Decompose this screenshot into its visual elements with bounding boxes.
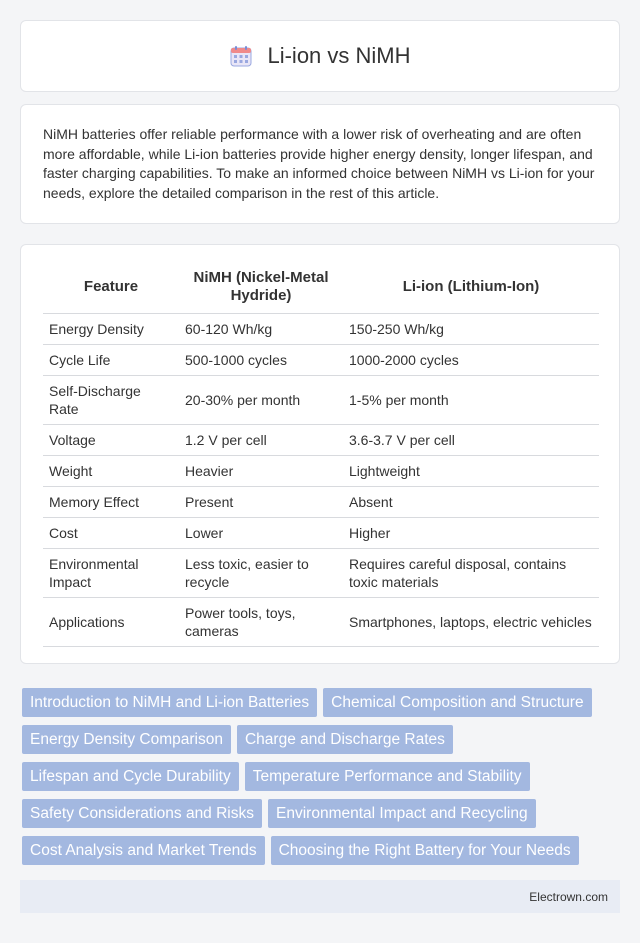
column-header-feature: Feature — [43, 261, 179, 314]
table-cell: Applications — [43, 598, 179, 647]
table-cell: Lightweight — [343, 456, 599, 487]
table-row — [43, 425, 599, 456]
table-row — [43, 345, 599, 376]
table-cell: Weight — [43, 456, 179, 487]
table-cell: 20-30% per month — [179, 376, 343, 425]
table-cell: 1.2 V per cell — [179, 425, 343, 456]
table-cell: Memory Effect — [43, 487, 179, 518]
table-cell: Cycle Life — [43, 345, 179, 376]
topic-link[interactable]: Environmental Impact and Recycling — [268, 799, 536, 828]
table-cell: 3.6-3.7 V per cell — [343, 425, 599, 456]
table-cell: Higher — [343, 518, 599, 549]
table-row — [43, 456, 599, 487]
footer-site-name: Electrown.com — [529, 889, 608, 904]
topic-link[interactable]: Cost Analysis and Market Trends — [22, 836, 265, 865]
topic-link[interactable]: Temperature Performance and Stability — [245, 762, 530, 791]
table-cell: Cost — [43, 518, 179, 549]
table-row — [43, 376, 599, 425]
intro-paragraph: NiMH batteries offer reliable performance with a lower risk of overheating and are often more affordable, while Li-ion batteries provide higher energy density, longer lifespan, and faster charging capabilities. To make an informed choice between NiMH vs Li-ion for your needs, explore the detailed comparison in the rest of this article. — [43, 126, 595, 201]
topic-link[interactable]: Chemical Composition and Structure — [323, 688, 591, 717]
table-cell: Requires careful disposal, contains toxic materials — [343, 549, 599, 598]
table-cell: Voltage — [43, 425, 179, 456]
topic-link[interactable]: Safety Considerations and Risks — [22, 799, 262, 828]
topic-link[interactable]: Introduction to NiMH and Li-ion Batteries — [22, 688, 317, 717]
table-cell: Smartphones, laptops, electric vehicles — [343, 598, 599, 647]
table-cell: Lower — [179, 518, 343, 549]
header-card — [20, 20, 620, 92]
column-header-nimh: NiMH (Nickel-Metal Hydride) — [179, 261, 343, 314]
column-header-liion: Li-ion (Lithium-Ion) — [343, 261, 599, 314]
table-cell: 1-5% per month — [343, 376, 599, 425]
table-row — [43, 518, 599, 549]
table-header-row — [43, 261, 599, 314]
table-cell: Energy Density — [43, 314, 179, 345]
table-cell: Less toxic, easier to recycle — [179, 549, 343, 598]
topic-links — [22, 688, 622, 865]
table-cell: Environmental Impact — [43, 549, 179, 598]
table-row — [43, 487, 599, 518]
table-cell: Present — [179, 487, 343, 518]
table-row — [43, 549, 599, 598]
table-row — [43, 314, 599, 345]
table-cell: Absent — [343, 487, 599, 518]
page-title: Li-ion vs NiMH — [267, 43, 411, 68]
table-cell: 150-250 Wh/kg — [343, 314, 599, 345]
calendar-icon — [229, 44, 253, 68]
topic-link[interactable]: Lifespan and Cycle Durability — [22, 762, 239, 791]
topic-link[interactable]: Charge and Discharge Rates — [237, 725, 453, 754]
table-cell: 1000-2000 cycles — [343, 345, 599, 376]
table-cell: 500-1000 cycles — [179, 345, 343, 376]
table-cell: Heavier — [179, 456, 343, 487]
table-cell: Power tools, toys, cameras — [179, 598, 343, 647]
table-row — [43, 598, 599, 647]
comparison-table-card — [20, 244, 620, 664]
comparison-table — [43, 261, 599, 647]
topic-link[interactable]: Choosing the Right Battery for Your Needs — [271, 836, 579, 865]
footer — [20, 880, 620, 913]
intro-card — [20, 104, 620, 224]
table-cell: Self-Discharge Rate — [43, 376, 179, 425]
topic-link[interactable]: Energy Density Comparison — [22, 725, 231, 754]
table-cell: 60-120 Wh/kg — [179, 314, 343, 345]
